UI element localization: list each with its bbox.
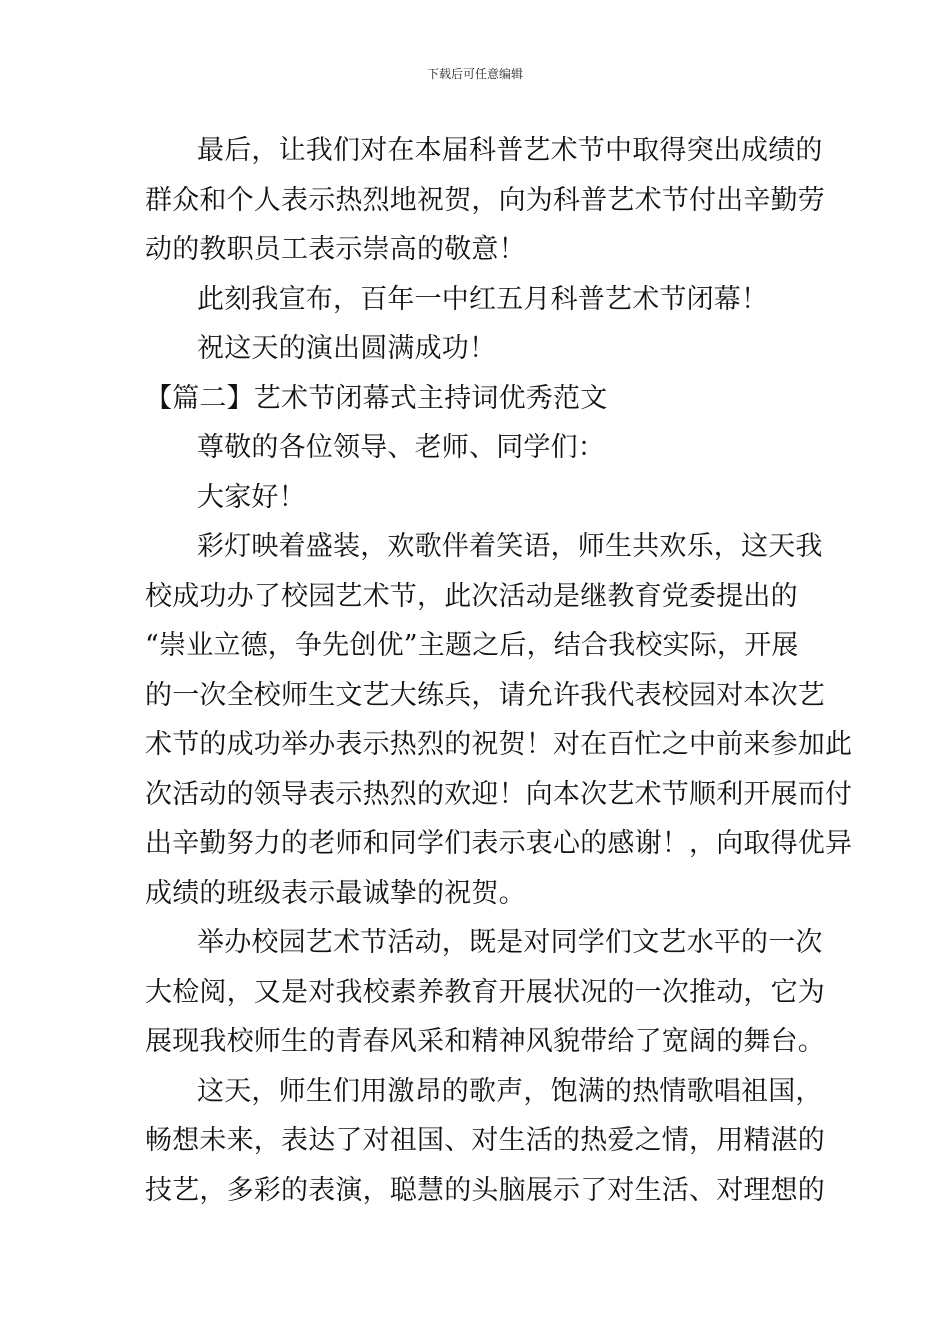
text-line: 祝这天的演出圆满成功！ bbox=[197, 333, 497, 364]
text-line: 的一次全校师生文艺大练兵，请允许我代表校园对本次艺 bbox=[145, 679, 825, 711]
text-line: “崇业立德，争先创优”主题之后，结合我校实际，开展 bbox=[145, 630, 799, 661]
text-line: 举办校园艺术节活动，既是对同学们文艺水平的一次 bbox=[197, 927, 823, 958]
document-body bbox=[145, 126, 853, 1215]
text-line: 最后，让我们对在本届科普艺术节中取得突出成绩的 bbox=[197, 135, 823, 166]
text-line: 这天，师生们用激昂的歌声，饱满的热情歌唱祖国， bbox=[197, 1075, 823, 1107]
text-line: 彩灯映着盛装，欢歌伴着笑语，师生共欢乐，这天我 bbox=[197, 531, 823, 562]
section-heading: 【篇二】艺术节闭幕式主持词优秀范文 bbox=[145, 382, 608, 414]
text-line: 展现我校师生的青春风采和精神风貌带给了宽阔的舞台。 bbox=[145, 1026, 825, 1057]
text-line: 大家好！ bbox=[197, 481, 306, 513]
text-line: 畅想未来，表达了对祖国、对生活的热爱之情，用精湛的 bbox=[145, 1125, 825, 1156]
text-line: 此刻我宣布，百年一中红五月科普艺术节闭幕！ bbox=[197, 283, 769, 315]
text-line: 大检阅，又是对我校素养教育开展状况的一次推动，它为 bbox=[145, 976, 825, 1008]
text-line: 术节的成功举办表示热烈的祝贺！对在百忙之中前来参加此 bbox=[145, 729, 853, 760]
page-header: 下载后可任意编辑 bbox=[426, 67, 523, 81]
text-line: 技艺，多彩的表演，聪慧的头脑展示了对生活、对理想的 bbox=[145, 1174, 825, 1206]
text-line: 校成功办了校园艺术节，此次活动是继教育党委提出的 bbox=[145, 580, 798, 612]
text-line: 群众和个人表示热烈地祝贺，向为科普艺术节付出辛勤劳 bbox=[145, 184, 825, 216]
text-line: 出辛勤努力的老师和同学们表示衷心的感谢！，向取得优异 bbox=[145, 828, 853, 859]
text-line: 次活动的领导表示热烈的欢迎！向本次艺术节顺利开展而付 bbox=[145, 778, 853, 810]
text-line: 动的教职员工表示崇高的敬意！ bbox=[145, 234, 526, 265]
text-line: 尊敬的各位领导、老师、同学们： bbox=[197, 432, 605, 463]
text-line: 成绩的班级表示最诚挚的祝贺。 bbox=[145, 877, 526, 909]
